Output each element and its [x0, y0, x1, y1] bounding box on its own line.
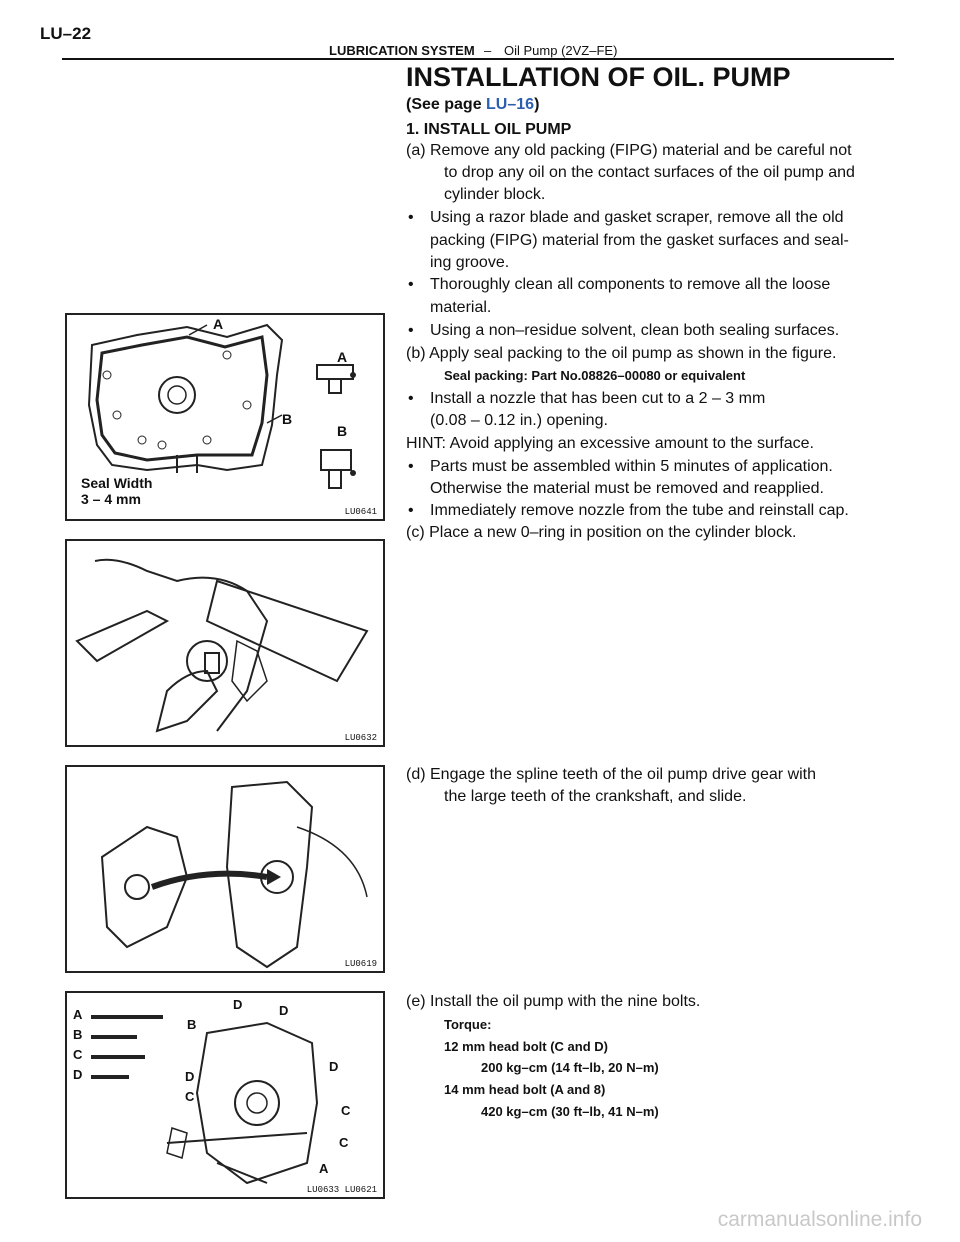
- callout-d: D: [233, 997, 243, 1012]
- bullet-icon: •: [408, 322, 414, 339]
- bullet-icon: •: [408, 209, 414, 226]
- step-a-line3: cylinder block.: [444, 186, 546, 203]
- callout-a: A: [319, 1161, 329, 1176]
- page-number: LU–22: [40, 24, 92, 43]
- step-d-line1: (d) Engage the spline teeth of the oil pump drive gear with: [406, 766, 817, 783]
- callout-c: C: [339, 1135, 349, 1150]
- callout-d: D: [329, 1059, 339, 1074]
- bullet-4-line2: (0.08 – 0.12 in.) opening.: [430, 412, 608, 429]
- see-page-link[interactable]: LU–16: [486, 96, 535, 113]
- header-rule: [62, 58, 894, 60]
- detail-label-a: A: [337, 349, 348, 365]
- spline-diagram: [67, 767, 383, 971]
- callout-c: C: [341, 1103, 351, 1118]
- torque-value-2: 420 kg–cm (30 ft–lb, 41 N–m): [481, 1104, 659, 1119]
- torque-spec-1: 12 mm head bolt (C and D): [444, 1039, 608, 1054]
- watermark-text: carmanualsonline.info: [717, 1208, 922, 1231]
- bullet-icon: •: [408, 502, 414, 519]
- bullet-1-line2: packing (FIPG) material from the gasket surfaces and seal-: [430, 232, 849, 249]
- bolt-diagram: [67, 993, 383, 1197]
- subsection-title: Oil Pump (2VZ–FE): [504, 43, 618, 58]
- figure-code: LU0633 LU0621: [306, 1185, 377, 1195]
- torque-heading: Torque:: [444, 1017, 492, 1032]
- figure-bolt-install: [65, 991, 385, 1199]
- seal-width-value: 3 – 4 mm: [81, 491, 141, 507]
- header-separator: –: [484, 43, 492, 58]
- bolt-label-c: C: [73, 1047, 83, 1062]
- bolt-label-d: D: [73, 1067, 83, 1082]
- figure-code: LU0619: [344, 959, 377, 969]
- detail-label-b: B: [337, 423, 348, 439]
- torque-spec-2: 14 mm head bolt (A and 8): [444, 1082, 606, 1097]
- page-title: INSTALLATION OF OIL. PUMP: [406, 62, 791, 92]
- bullet-1-line1: Using a razor blade and gasket scraper, remove all the old: [430, 209, 844, 226]
- bullet-6-line1: Immediately remove nozzle from the tube and reinstall cap.: [430, 502, 849, 519]
- step-e-line1: (e) Install the oil pump with the nine bolts.: [406, 993, 701, 1010]
- bullet-2-line1: Thoroughly clean all components to remove all the loose: [430, 276, 831, 293]
- step-c-line1: (c) Place a new 0–ring in position on the cylinder block.: [406, 524, 797, 541]
- figure-seal-packing: [65, 313, 385, 521]
- step-a-line2: to drop any oil on the contact surfaces of the oil pump and: [444, 164, 855, 181]
- see-page-ref: (See page LU–16): [406, 96, 540, 113]
- bullet-5-line2: Otherwise the material must be removed and reapplied.: [430, 480, 824, 497]
- seal-width-label: Seal Width: [81, 475, 153, 491]
- step-d-line2: the large teeth of the crankshaft, and slide.: [444, 788, 747, 805]
- figure-code: LU0641: [344, 507, 377, 517]
- torque-value-1: 200 kg–cm (14 ft–lb, 20 N–m): [481, 1060, 659, 1075]
- bullet-2-line2: material.: [430, 299, 492, 316]
- figure-code: LU0632: [344, 733, 377, 743]
- callout-b: B: [282, 411, 293, 427]
- step-a-line1: (a) Remove any old packing (FIPG) material and be careful not: [406, 142, 852, 159]
- bullet-4-line1: Install a nozzle that has been cut to a 2 – 3 mm: [430, 390, 766, 407]
- callout-c: C: [185, 1089, 195, 1104]
- step-1-heading: 1. INSTALL OIL PUMP: [406, 121, 572, 138]
- callout-a: A: [213, 316, 224, 332]
- callout-d: D: [279, 1003, 289, 1018]
- bolt-label-b: B: [73, 1027, 83, 1042]
- figure-oring-placement: [65, 539, 385, 747]
- bullet-3-line1: Using a non–residue solvent, clean both sealing surfaces.: [430, 322, 840, 339]
- bullet-icon: •: [408, 458, 414, 475]
- callout-d: D: [185, 1069, 195, 1084]
- bullet-icon: •: [408, 276, 414, 293]
- bolt-label-a: A: [73, 1007, 83, 1022]
- oring-diagram: [67, 541, 383, 745]
- bullet-5-line1: Parts must be assembled within 5 minutes of application.: [430, 458, 833, 475]
- bullet-icon: •: [408, 390, 414, 407]
- figure-spline-engage: [65, 765, 385, 973]
- section-title: LUBRICATION SYSTEM: [329, 43, 475, 58]
- bullet-1-line3: ing groove.: [430, 254, 510, 271]
- step-b-line1: (b) Apply seal packing to the oil pump as shown in the figure.: [406, 345, 837, 362]
- hint-text: HINT: Avoid applying an excessive amount to the surface.: [406, 435, 814, 452]
- callout-b: B: [187, 1017, 197, 1032]
- seal-packing-spec: Seal packing: Part No.08826–00080 or equivalent: [444, 368, 746, 383]
